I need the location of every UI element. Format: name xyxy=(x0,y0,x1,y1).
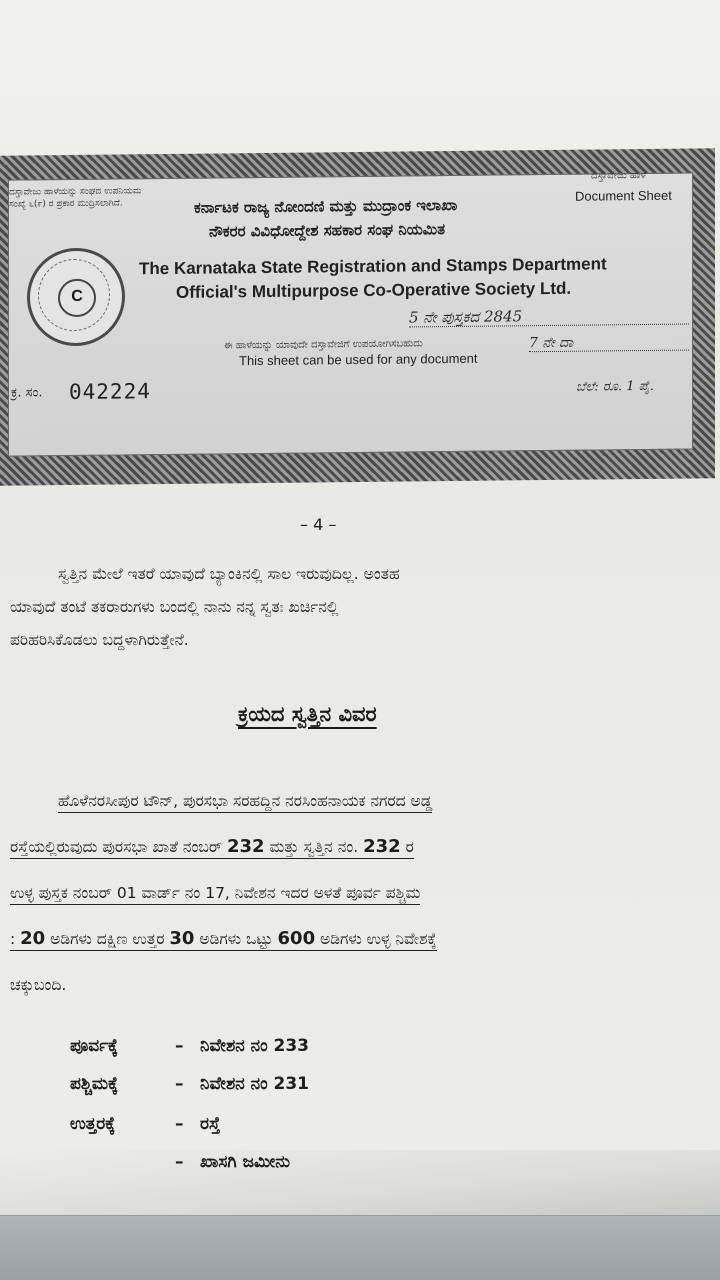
boundary-dash: – xyxy=(175,1074,184,1094)
intro-line-2: ಯಾವುದೆ ತಂಟೆ ತಕರಾರುಗಳು ಬಂದಲ್ಲಿ ನಾನು ನನ್ನ ಸ್ವತಃ ಖರ್ಚಿನಲ್ಲಿ xyxy=(10,598,339,616)
boundary-direction: ಉತ್ತರಕ್ಕೆ xyxy=(70,1114,116,1134)
khata-number: 232 xyxy=(227,836,265,857)
bylaw-note xyxy=(9,185,142,210)
details-line-5: ಚಕ್ಕುಬಂದಿ. xyxy=(10,976,67,994)
kan-title-1: ಕರ್ನಾಟಕ ರಾಜ್ಯ ನೋಂದಣಿ ಮತ್ತು ಮುದ್ರಾಂಕ ಇಲಾಖಾ xyxy=(194,195,458,217)
details-line-4e: ಅಡಿಗಳು ಒಟ್ಟು xyxy=(194,930,278,948)
intro-paragraph xyxy=(10,558,663,657)
boundary-west xyxy=(70,1074,309,1094)
boundary-dash: – xyxy=(175,1036,184,1056)
details-line-1: ಹೊಳೆನರಸೀಪುರ ಟೌನ್, ಪುರಸಭಾ ಸರಹದ್ದಿನ ನರಸಿಂಹನಾಯಕ ನಗರದ ಅಡ್ಡ xyxy=(58,792,432,813)
date-mark: 7 ನೇ ದಾ xyxy=(529,334,689,353)
details-line-4c: ಅಡಿಗಳು ದಕ್ಷಿಣ ಉತ್ತರ xyxy=(45,930,170,948)
details-line-2a: ರಸ್ತೆಯಲ್ಲಿರುವುದು ಪುರಸಭಾ ಖಾತೆ ನಂಬರ್ xyxy=(10,838,227,856)
document-sheet-kan: ದಸ್ತಾವೇಜು ಹಾಳೆ xyxy=(591,169,647,182)
details-line-3: ಉಳ್ಳ ಪುಸ್ತಕ ನಂಬರ್ 01 ವಾರ್ಡ್ ನಂ 17, ನಿವೇಶನ ಇದರ ಅಳತೆ ಪೂರ್ವ ಪಶ್ಚಿಮ xyxy=(10,884,420,905)
usage-note-eng: This sheet can be used for any document xyxy=(239,350,478,369)
details-line-4g: ಅಡಿಗಳು ಉಳ್ಳ ನಿವೇಶಕ್ಕೆ xyxy=(315,930,437,948)
boundary-value: ನಿವೇಶನ ನಂ 231 xyxy=(200,1074,310,1094)
intro-line-3: ಪರಿಹರಿಸಿಕೊಡಲು ಬದ್ದಳಾಗಿರುತ್ತೇನೆ. xyxy=(10,631,189,649)
section-heading: ಕ್ರಯದ ಸ್ವತ್ತಿನ ವಿವರ xyxy=(238,702,377,726)
serial-number: 042224 xyxy=(69,379,151,405)
details-line-4 xyxy=(10,930,437,951)
bylaw-note-line-2: ಸಂಖ್ಯೆ ೬(೯) ರ ಪ್ರಕಾರ ಮುದ್ರಿಸಲಾಗಿದೆ. xyxy=(9,198,123,210)
intro-line-1: ಸ್ವತ್ತಿನ ಮೇಲೆ ಇತರೆ ಯಾವುದೆ ಬ್ಯಾಂಕಿನಲ್ಲಿ ಸಾಲ ಇರುವುದಿಲ್ಲ. ಅಂತಹ xyxy=(58,565,400,583)
east-west-measure: 20 xyxy=(20,928,46,949)
boundary-east xyxy=(70,1036,309,1056)
boundary-dash: – xyxy=(175,1152,184,1172)
boundary-direction: ಪೂರ್ವಕ್ಕೆ xyxy=(70,1036,118,1056)
stamp-paper-band xyxy=(0,148,715,485)
total-area: 600 xyxy=(277,928,316,949)
property-number: 232 xyxy=(363,836,401,857)
serial-label: ಕ್ರ. ಸಂ. xyxy=(11,385,43,401)
eng-title-1: The Karnataka State Registration and Stamps Department xyxy=(139,254,607,279)
seal-letter: C xyxy=(58,279,96,317)
boundary-north xyxy=(70,1114,220,1134)
boundary-value: ನಿವೇಶನ ನಂ 233 xyxy=(200,1036,310,1056)
page-number: – 4 – xyxy=(300,515,337,534)
details-line-4a: : xyxy=(10,930,21,948)
property-details xyxy=(10,778,663,1008)
usage-note-kan: ಈ ಹಾಳೆಯನ್ನು ಯಾವುದೇ ದಸ್ತಾವೇಜಿಗೆ ಉಪಯೋಗಿಸಬಹುದು xyxy=(224,338,423,352)
stamp-panel xyxy=(8,169,693,456)
price-label: ಬೆಲೆ: ರೂ. 1 ಪೈ. xyxy=(576,378,654,395)
boundary-value: ರಸ್ತೆ xyxy=(200,1114,221,1134)
details-line-2 xyxy=(10,838,414,859)
details-line-2c: ಮತ್ತು ಸ್ವತ್ತಿನ ನಂ. xyxy=(264,838,364,856)
bylaw-note-line-1: ದಸ್ತಾವೇಜು ಹಾಳೆಯನ್ನು ಸಂಘದ ಉಪನಿಯಮ xyxy=(9,186,142,198)
details-line-2e: ರ xyxy=(400,838,414,856)
boundary-south xyxy=(70,1152,290,1172)
north-south-measure: 30 xyxy=(169,928,195,949)
society-seal xyxy=(27,247,125,346)
registration-number: 5 ನೇ ಪುಸ್ತಕದ 2845 xyxy=(409,306,689,328)
document-sheet-label: Document Sheet xyxy=(575,187,672,204)
boundary-value: ಖಾಸಗಿ ಜಮೀನು xyxy=(200,1152,291,1172)
boundary-direction: ಪಶ್ಚಿಮಕ್ಕೆ xyxy=(70,1074,119,1094)
eng-title-2: Official's Multipurpose Co-Operative Society Ltd. xyxy=(176,278,572,302)
boundary-dash: – xyxy=(175,1114,184,1134)
kan-title-2: ನೌಕರರ ವಿವಿಧೋದ್ದೇಶ ಸಹಕಾರ ಸಂಘ ನಿಯಮಿತ xyxy=(209,220,446,241)
